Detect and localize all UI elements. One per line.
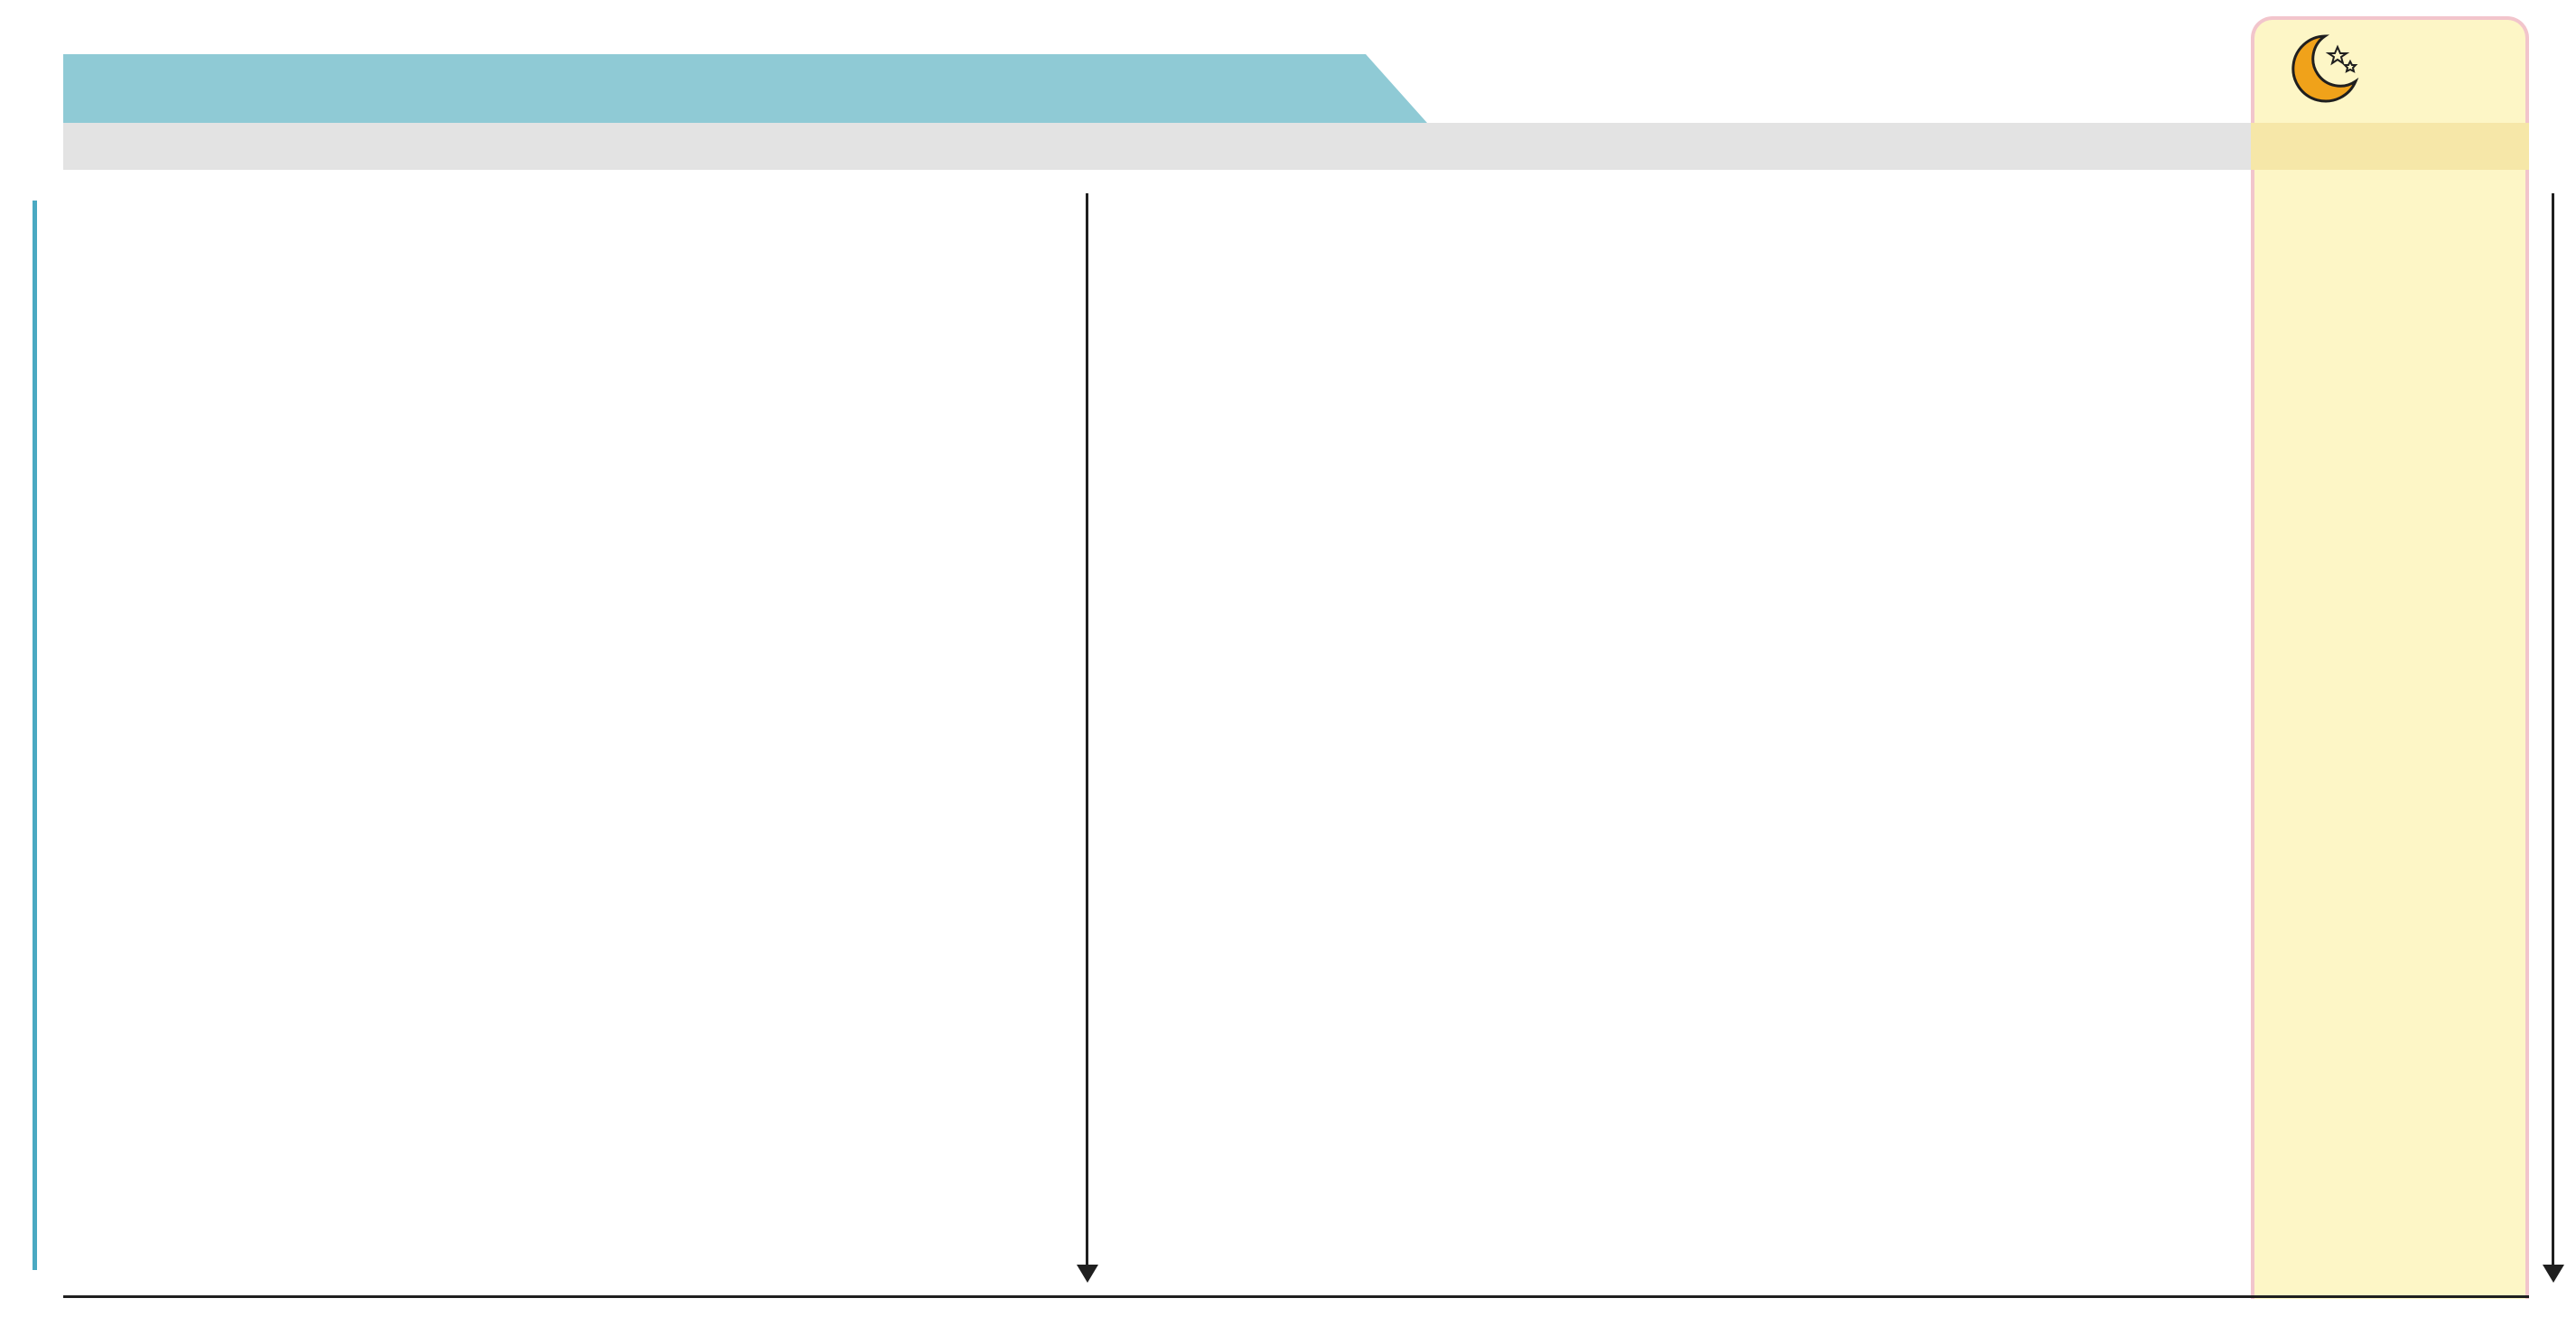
direction-arrow-right-line (2552, 193, 2554, 1268)
direction-banner (63, 54, 1427, 123)
bottom-rule (63, 1295, 2529, 1298)
direction-arrow-right-head (2543, 1265, 2564, 1283)
moon-stars-icon (2285, 31, 2361, 107)
route-line (33, 201, 37, 1270)
direction-arrow-left-head (1077, 1265, 1098, 1283)
evening-header-band (2251, 123, 2529, 170)
direction-arrow-left-line (1086, 193, 1088, 1268)
evening-runs-header (2285, 27, 2511, 108)
column-header-band (63, 123, 2529, 170)
evening-runs-panel (2251, 16, 2529, 1299)
